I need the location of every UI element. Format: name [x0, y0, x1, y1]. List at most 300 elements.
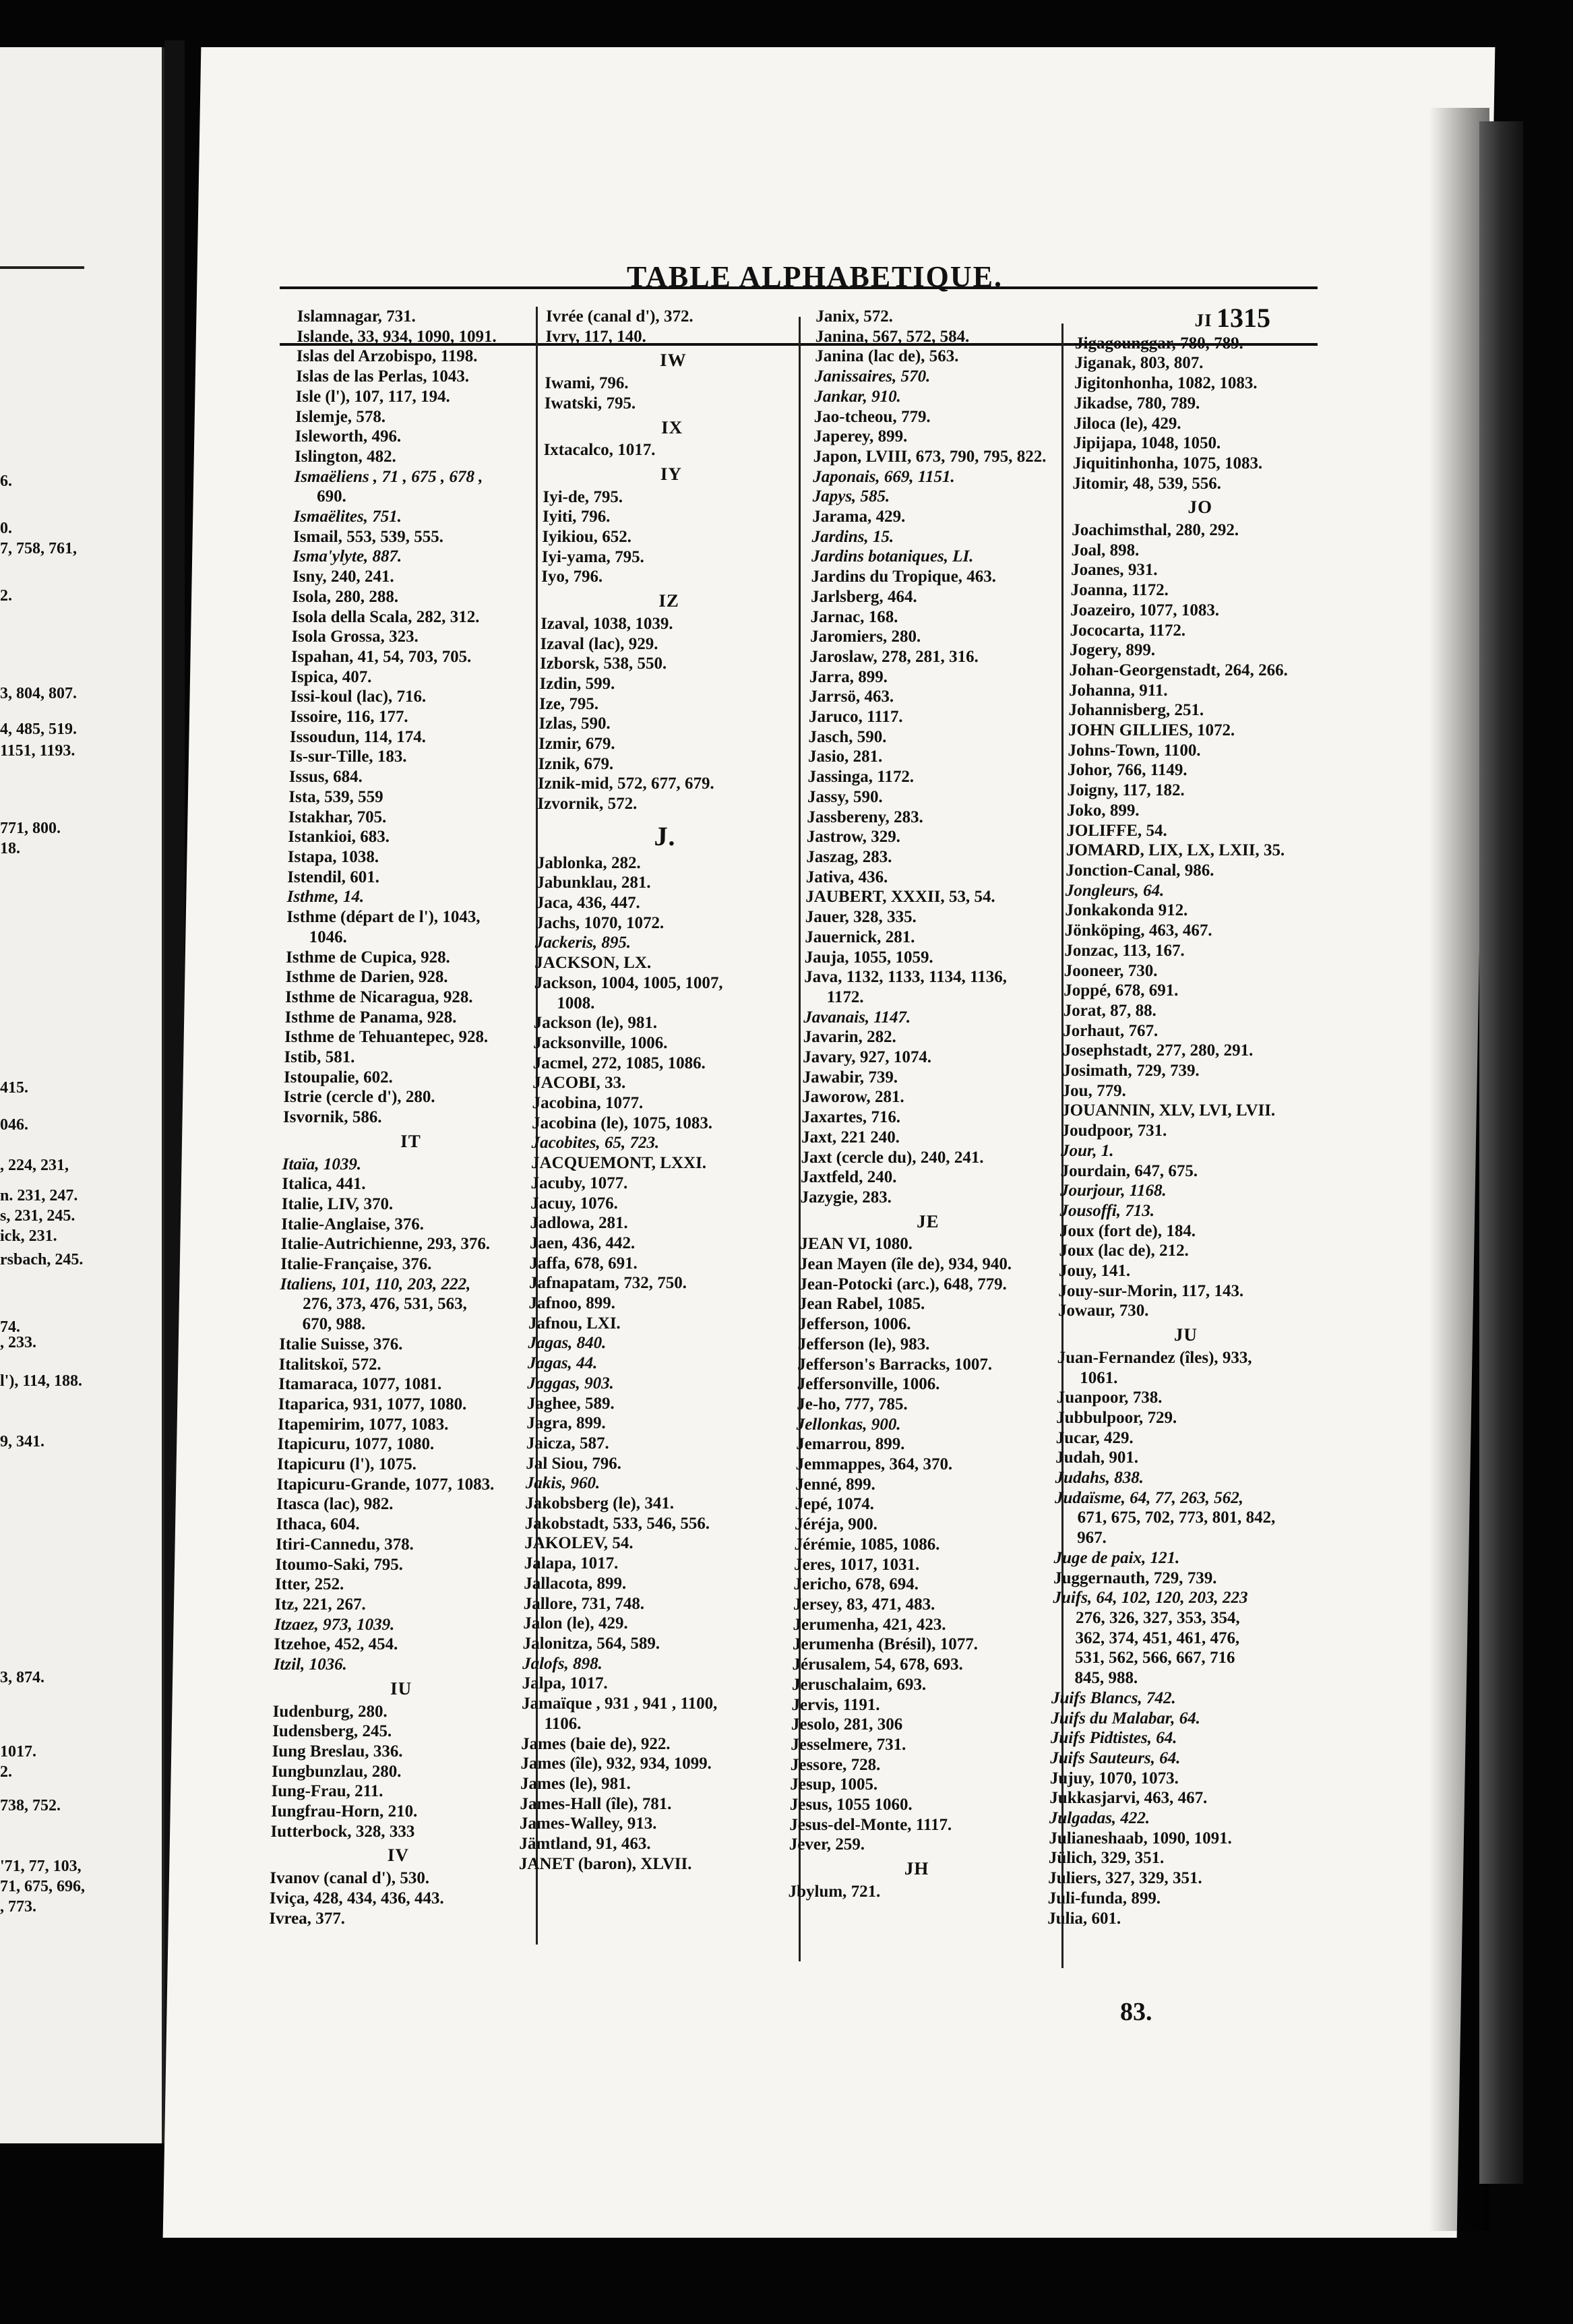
index-entry: Jonzac, 113, 167. [1064, 941, 1185, 960]
index-entry: Jastrow, 329. [806, 828, 901, 847]
index-entry: Istib, 581. [284, 1048, 355, 1067]
index-entry: Jarlsberg, 464. [810, 587, 918, 606]
index-entry: Itapicuru, 1077, 1080. [277, 1435, 435, 1454]
index-entry: Izvornik, 572. [537, 795, 638, 814]
index-entry: Italitskoï, 572. [278, 1355, 381, 1374]
index-entry: Jesus-del-Monte, 1117. [789, 1815, 952, 1834]
section-heading: JH [904, 1858, 929, 1879]
index-entry: Iutterbock, 328, 333 [270, 1822, 415, 1841]
index-entry: Jean-Potocki (arc.), 648, 779. [799, 1275, 1008, 1293]
index-entry: JACQUEMONT, LXXI. [530, 1154, 707, 1173]
index-entry: Islington, 482. [294, 447, 397, 466]
index-entry: Jagra, 899. [526, 1414, 606, 1433]
index-entry: Isthme, 14. [286, 888, 365, 907]
index-entry: Iyiti, 796. [542, 508, 611, 526]
index-entry: Joigny, 117, 182. [1067, 781, 1185, 800]
index-entry: Jbylum, 721. [788, 1882, 881, 1901]
index-entry: Iyikiou, 652. [542, 528, 632, 547]
index-entry: Jalofs, 898. [522, 1654, 603, 1673]
index-entry: Joppé, 678, 691. [1063, 981, 1179, 1000]
section-heading: JO [1188, 497, 1213, 518]
index-entry: Jauer, 328, 335. [805, 908, 917, 927]
index-entry: Jenné, 899. [795, 1475, 876, 1494]
index-entry: James-Walley, 913. [519, 1814, 657, 1833]
index-entry: Isola Grossa, 323. [291, 628, 419, 646]
index-entry: Jacobina, 1077. [532, 1094, 644, 1113]
section-heading: JI [1194, 310, 1212, 330]
index-entry: Jefferson (le), 983. [797, 1335, 930, 1353]
index-entry: Jardins, 15. [811, 527, 894, 546]
index-entry: Jasch, 590. [808, 727, 887, 746]
index-entry: Jassbereny, 283. [807, 807, 924, 826]
index-entry: Jallore, 731, 748. [523, 1594, 645, 1613]
index-entry: Jiquitinhonha, 1075, 1083. [1072, 454, 1263, 472]
index-entry: Jao-tcheou, 779. [813, 407, 931, 426]
index-entry: Jardins du Tropique, 463. [811, 568, 997, 586]
index-entry: Jessore, 728. [790, 1755, 881, 1774]
index-entry: Jarra, 899. [809, 667, 888, 686]
index-entry: Juge de paix, 121. [1053, 1548, 1180, 1567]
index-entry: Jafnapatam, 732, 750. [528, 1274, 687, 1293]
index-entry: Jativa, 436. [805, 867, 888, 886]
index-entry: Johan-Georgenstadt, 264, 266. [1069, 661, 1289, 679]
index-entry-continuation: 967. [1076, 1529, 1107, 1548]
index-entry-continuation: 1008. [557, 993, 595, 1012]
index-entry: Istapa, 1038. [287, 847, 379, 866]
index-entry: Izdin, 599. [539, 674, 615, 693]
index-entry: Jafnou, LXI. [528, 1314, 621, 1333]
index-entry: Josimath, 729, 739. [1061, 1062, 1200, 1080]
index-entry: Itapemirim, 1077, 1083. [277, 1415, 449, 1434]
index-entry: Istoupalie, 602. [283, 1068, 394, 1087]
index-entry: Jorhaut, 767. [1063, 1021, 1159, 1040]
index-entry: Jaggas, 903. [527, 1374, 615, 1393]
index-entry: Iungbunzlau, 280. [271, 1762, 402, 1781]
index-entry: Jaroslaw, 278, 281, 316. [809, 647, 979, 666]
index-entry: Iwatski, 795. [544, 394, 636, 412]
index-entry: Johor, 766, 1149. [1067, 761, 1188, 780]
index-entry: Iungfrau-Horn, 210. [270, 1802, 418, 1821]
index-entry: Johanna, 911. [1068, 681, 1168, 700]
index-entry: Jacobina (le), 1075, 1083. [531, 1113, 713, 1132]
index-entry: Isleworth, 496. [295, 427, 402, 446]
index-entry: Jaghee, 589. [526, 1394, 615, 1413]
index-entry: Joanna, 1172. [1070, 581, 1169, 600]
index-entry-continuation: 1046. [309, 927, 348, 946]
index-entry: Italiens, 101, 110, 203, 222, [280, 1275, 471, 1293]
index-entry: Jaruco, 1117. [808, 708, 903, 727]
index-entry: Jackson, 1004, 1005, 1007, [534, 973, 723, 992]
index-entry: Jeruschalaim, 693. [791, 1675, 927, 1694]
index-entry: Jaxartes, 716. [801, 1108, 901, 1127]
index-entry: Izlas, 590. [538, 714, 611, 733]
index-entry-continuation: 1106. [544, 1714, 582, 1733]
left-page-text: 2. [0, 1763, 12, 1781]
left-page-text: rsbach, 245. [0, 1251, 84, 1268]
index-entry: Joachimsthal, 280, 292. [1071, 521, 1239, 540]
index-entry: Ismaëliens , 71 , 675 , 678 , [294, 467, 483, 486]
index-entry: Isola, 280, 288. [292, 587, 399, 606]
index-entry: Isthme de Panama, 928. [284, 1008, 457, 1027]
left-page-text: 771, 800. [0, 820, 61, 837]
index-column-3 [788, 307, 1072, 1902]
index-entry: Ista, 539, 559 [288, 787, 383, 806]
index-entry: JANET (baron), XLVII. [518, 1854, 692, 1873]
index-entry: Jakobsberg (le), 341. [525, 1494, 675, 1513]
index-entry: Joko, 899. [1066, 801, 1140, 820]
left-page-text: 1017. [0, 1743, 36, 1761]
index-entry: Italie-Autrichienne, 293, 376. [280, 1235, 491, 1254]
index-entry: Judah, 901. [1055, 1448, 1139, 1467]
left-page-text: , 773. [0, 1898, 36, 1916]
index-entry: Je-ho, 777, 785. [796, 1395, 908, 1413]
index-entry: Jazygie, 283. [800, 1188, 892, 1206]
index-entry: Jauernick, 281. [805, 927, 915, 946]
left-page-text: s, 231, 245. [0, 1207, 75, 1225]
index-entry: Jowaur, 730. [1057, 1302, 1149, 1320]
index-entry: Julianeshaab, 1090, 1091. [1049, 1829, 1233, 1847]
index-entry: Jackeris, 895. [534, 934, 631, 952]
index-entry: Itzaez, 973, 1039. [274, 1615, 395, 1634]
index-entry: Jesolo, 281, 306 [791, 1715, 903, 1734]
index-column-1 [269, 307, 553, 1928]
index-entry: Jallacota, 899. [523, 1574, 627, 1593]
index-entry: Jepé, 1074. [795, 1495, 875, 1514]
index-entry: Italie-Anglaise, 376. [281, 1215, 425, 1233]
index-entry: Jorat, 87, 88. [1063, 1001, 1157, 1020]
index-entry: Isthme de Cupica, 928. [285, 948, 451, 967]
index-entry: Jemmappes, 364, 370. [795, 1455, 953, 1474]
index-entry: Itiri-Cannedu, 378. [275, 1535, 414, 1554]
index-entry: Ivanov (canal d'), 530. [270, 1869, 430, 1888]
index-entry: Jarnac, 168. [810, 607, 898, 626]
index-entry: Jou, 779. [1061, 1081, 1127, 1100]
index-entry: Isthme de Tehuantepec, 928. [284, 1028, 489, 1047]
index-entry: Ivrea, 377. [269, 1909, 346, 1928]
index-entry: Jourdain, 647, 675. [1060, 1161, 1198, 1180]
index-entry: Isma'ylyte, 887. [292, 547, 402, 566]
index-entry: Isle (l'), 107, 117, 194. [295, 387, 451, 406]
index-entry: Izaval, 1038, 1039. [540, 614, 673, 633]
index-entry: Ize, 795. [538, 694, 599, 713]
index-entry: Issoire, 116, 177. [290, 708, 408, 727]
index-entry: Jericho, 678, 694. [793, 1575, 919, 1594]
left-page-text: 74. [0, 1318, 20, 1336]
index-entry: Joazeiro, 1077, 1083. [1070, 601, 1220, 619]
index-entry: James (île), 932, 934, 1099. [520, 1754, 712, 1773]
left-page-text: 18. [0, 840, 20, 857]
index-entry: Jaxtfeld, 240. [800, 1168, 897, 1187]
index-entry: Juli-funda, 899. [1047, 1889, 1161, 1907]
index-entry: Jogery, 899. [1069, 641, 1156, 660]
index-entry: Japys, 585. [812, 487, 890, 506]
index-entry-continuation: 1061. [1080, 1368, 1118, 1387]
index-entry: Iung Breslau, 336. [272, 1742, 403, 1761]
index-entry: Jamaïque , 931 , 941 , 1100, [521, 1694, 718, 1713]
index-entry: Jujuy, 1070, 1073. [1049, 1769, 1179, 1787]
index-entry: Jalon (le), 429. [522, 1614, 628, 1633]
index-entry: Jever, 259. [789, 1835, 865, 1854]
index-entry: Isthme de Darien, 928. [285, 968, 448, 987]
left-page-text: 046. [0, 1116, 28, 1134]
index-entry: Jesup, 1005. [790, 1775, 878, 1794]
section-heading: IV [387, 1845, 410, 1866]
left-page-rule [0, 266, 84, 269]
index-entry: Jülich, 329, 351. [1048, 1849, 1165, 1868]
index-entry: James (le), 981. [520, 1774, 631, 1793]
index-entry: Juliers, 327, 329, 351. [1048, 1869, 1203, 1888]
index-entry: Iyi-de, 795. [543, 487, 623, 506]
index-entry: Joanes, 931. [1070, 561, 1158, 580]
index-entry: Juan-Fernandez (îles), 933, [1057, 1348, 1252, 1367]
index-entry: Italica, 441. [282, 1175, 366, 1194]
index-entry: Julgadas, 422. [1049, 1809, 1150, 1828]
left-page-text: l'), 114, 188. [0, 1372, 83, 1390]
index-entry: Jersey, 83, 471, 483. [793, 1595, 935, 1614]
index-entry: Jeffersonville, 1006. [797, 1375, 940, 1394]
section-heading: IX [660, 417, 683, 437]
index-entry: Juggernauth, 729, 739. [1053, 1568, 1217, 1587]
index-entry: Jackson (le), 981. [533, 1014, 658, 1033]
index-entry: Ixtacalco, 1017. [543, 441, 656, 460]
index-entry: Juifs Blancs, 742. [1051, 1688, 1176, 1707]
left-page-text: ick, 231. [0, 1227, 57, 1245]
index-entry: Joux (lac de), 212. [1059, 1242, 1190, 1260]
index-entry: Issi-koul (lac), 716. [290, 687, 427, 706]
left-page-text: 0. [0, 520, 12, 537]
index-entry: Janix, 572. [815, 307, 894, 326]
index-entry-continuation: 845, 988. [1074, 1669, 1138, 1688]
index-entry: Itaïa, 1039. [282, 1155, 362, 1173]
index-entry: Ismail, 553, 539, 555. [292, 527, 444, 546]
index-entry: Jagas, 44. [527, 1354, 598, 1373]
index-entry: Jal Siou, 796. [526, 1454, 622, 1473]
index-entry: Jalapa, 1017. [524, 1554, 619, 1573]
index-entry: Jaicza, 587. [526, 1434, 609, 1452]
index-entry: Is-sur-Tille, 183. [289, 747, 407, 766]
index-entry: Jourjour, 1168. [1059, 1182, 1167, 1200]
index-entry: Izborsk, 538, 550. [539, 654, 667, 673]
index-entry: JOHN GILLIES, 1072. [1068, 721, 1235, 740]
section-heading: IT [400, 1130, 421, 1151]
index-entry: Jonction-Canal, 986. [1066, 861, 1214, 880]
page-title: TABLE ALPHABETIQUE. [627, 260, 1003, 293]
index-entry: Japerey, 899. [813, 427, 908, 446]
left-page-text: 2. [0, 587, 12, 605]
index-entry: Itaparica, 931, 1077, 1080. [278, 1395, 467, 1413]
left-page-text: 4, 485, 519. [0, 721, 77, 738]
index-entry: Japon, LVIII, 673, 790, 795, 822. [813, 447, 1047, 466]
index-entry: Jauja, 1055, 1059. [804, 948, 934, 967]
index-entry: Jefferson, 1006. [798, 1315, 911, 1334]
index-entry: Javary, 927, 1074. [802, 1048, 932, 1067]
index-entry: Jooneer, 730. [1063, 961, 1158, 980]
index-entry: Jukkasjarvi, 463, 467. [1049, 1789, 1208, 1808]
index-entry: Iyo, 796. [541, 568, 603, 586]
left-page-text: 3, 804, 807. [0, 685, 77, 702]
index-entry: Jaszag, 283. [806, 847, 892, 866]
index-entry: Jucar, 429. [1055, 1428, 1134, 1447]
index-entry: Iung-Frau, 211. [271, 1782, 383, 1801]
section-heading: IZ [658, 590, 680, 611]
index-entry: Juanpoor, 738. [1056, 1388, 1163, 1407]
index-entry: Ispahan, 41, 54, 703, 705. [290, 647, 472, 666]
index-entry: Itasca (lac), 982. [276, 1495, 394, 1514]
index-entry: Izmir, 679. [538, 735, 615, 754]
index-entry: Jaca, 436, 447. [535, 893, 640, 912]
index-entry: Jalpa, 1017. [522, 1674, 608, 1693]
index-entry: Jankar, 910. [814, 387, 902, 406]
index-entry: Iwami, 796. [545, 374, 629, 393]
index-entry: Juifs, 64, 102, 120, 203, 223 [1053, 1589, 1248, 1608]
index-entry: Ispica, 407. [290, 667, 372, 686]
index-entry: Izaval (lac), 929. [540, 634, 658, 653]
index-entry: Islande, 33, 934, 1090, 1091. [296, 327, 497, 346]
index-entry: Joux (fort de), 184. [1059, 1221, 1196, 1240]
index-column-2 [519, 307, 803, 1874]
page-number: 1315 [1216, 303, 1270, 333]
index-entry: Isola della Scala, 282, 312. [291, 607, 480, 626]
index-entry: Javanais, 1147. [803, 1008, 911, 1027]
section-heading: IW [659, 350, 687, 371]
index-entry: Jérusalem, 54, 678, 693. [792, 1655, 964, 1674]
book-edge [1479, 121, 1523, 2184]
section-heading: JE [916, 1211, 939, 1231]
index-entry: Jagas, 840. [528, 1334, 607, 1353]
index-entry: Juifs Sauteurs, 64. [1050, 1748, 1181, 1767]
index-entry: Japonais, 669, 1151. [813, 467, 955, 486]
index-entry-continuation: 690. [316, 487, 347, 506]
index-entry: JAUBERT, XXXII, 53, 54. [805, 888, 995, 907]
index-entry: Janina, 567, 572, 584. [815, 327, 970, 346]
index-entry: JAKOLEV, 54. [524, 1534, 634, 1553]
index-entry: Iznik-mid, 572, 677, 679. [537, 774, 715, 793]
index-entry-continuation: 671, 675, 702, 773, 801, 842, [1077, 1508, 1276, 1527]
index-entry: Isthme de Nicaragua, 928. [284, 987, 473, 1006]
index-entry: Jigitonhonha, 1082, 1083. [1074, 374, 1258, 393]
index-entry: Johns-Town, 1100. [1068, 741, 1201, 760]
index-entry: Jesus, 1055 1060. [789, 1796, 913, 1814]
index-entry: Islas de las Perlas, 1043. [295, 367, 470, 386]
index-entry: Jesselmere, 731. [791, 1735, 906, 1754]
index-entry: Jardins botaniques, LI. [811, 547, 974, 566]
index-entry: Ivrée (canal d'), 372. [545, 307, 693, 326]
index-entry: Jakis, 960. [525, 1474, 600, 1493]
index-entry: Jadlowa, 281. [530, 1214, 628, 1233]
index-entry: Iudenburg, 280. [272, 1702, 388, 1721]
index-entry: Jikadse, 780, 789. [1074, 394, 1200, 412]
index-entry: Jaromiers, 280. [809, 628, 921, 646]
index-entry: Jafnoo, 899. [528, 1294, 616, 1313]
index-entry: Itoumo-Saki, 795. [275, 1555, 404, 1574]
index-entry: Jakobstadt, 533, 546, 556. [524, 1514, 710, 1533]
index-entry: Joudpoor, 731. [1061, 1122, 1167, 1140]
index-entry: Jean Mayen (île de), 934, 940. [799, 1255, 1012, 1274]
signature-mark: 83. [1120, 1998, 1152, 2026]
index-entry: Jarrsö, 463. [809, 687, 894, 706]
index-entry: Islemje, 578. [295, 407, 386, 426]
index-entry: Jaen, 436, 442. [529, 1233, 636, 1252]
index-entry: Jeres, 1017, 1031. [793, 1555, 920, 1574]
index-entry: Italie, LIV, 370. [281, 1194, 394, 1213]
index-entry: Islas del Arzobispo, 1198. [296, 347, 478, 366]
index-entry: JOMARD, LIX, LX, LXII, 35. [1066, 841, 1285, 860]
index-entry: Islamnagar, 731. [297, 307, 417, 326]
index-entry: Jönköping, 463, 467. [1064, 921, 1212, 940]
index-entry-continuation: 362, 374, 451, 461, 476, [1075, 1628, 1240, 1647]
index-entry: Judahs, 838. [1055, 1469, 1144, 1488]
index-entry: Itzil, 1036. [273, 1655, 348, 1674]
index-entry: Jervis, 1191. [791, 1695, 880, 1714]
index-entry: Jaxt, 221 240. [801, 1128, 900, 1146]
index-entry: Jéréja, 900. [794, 1515, 878, 1534]
index-entry: Jabunklau, 281. [536, 874, 651, 892]
index-entry-continuation: 531, 562, 566, 667, 716 [1074, 1649, 1235, 1668]
index-entry: Jean Rabel, 1085. [798, 1295, 925, 1314]
index-entry: Ithaca, 604. [276, 1515, 361, 1534]
index-entry: Itzehoe, 452, 454. [274, 1635, 398, 1654]
index-entry: Jiganak, 803, 807. [1074, 354, 1204, 373]
index-entry: Jarama, 429. [811, 508, 906, 526]
index-entry: Jour, 1. [1060, 1141, 1114, 1160]
left-page-text: , 233. [0, 1334, 36, 1351]
index-entry: Jococarta, 1172. [1070, 621, 1186, 640]
index-entry: Jaxt (cercle du), 240, 241. [801, 1148, 984, 1167]
index-entry: Ismaëlites, 751. [293, 508, 402, 526]
left-page-text: 1151, 1193. [0, 742, 75, 760]
left-page-text: 415. [0, 1079, 28, 1097]
section-heading: IU [390, 1678, 412, 1699]
index-entry: Jacmel, 272, 1085, 1086. [532, 1053, 706, 1072]
index-entry: Jalonitza, 564, 589. [522, 1634, 660, 1653]
section-heading: JU [1173, 1324, 1198, 1345]
index-entry: JOLIFFE, 54. [1066, 821, 1168, 840]
left-page-text: 9, 341. [0, 1433, 44, 1450]
index-entry: Istakhar, 705. [288, 807, 387, 826]
index-entry: Itapicuru-Grande, 1077, 1083. [276, 1475, 495, 1494]
left-page-text: '71, 77, 103, [0, 1858, 82, 1875]
index-entry: Jellonkas, 900. [796, 1415, 901, 1434]
index-entry: Jérémie, 1085, 1086. [794, 1535, 940, 1554]
index-entry: Jonkakonda 912. [1065, 901, 1188, 920]
index-entry: Java, 1132, 1133, 1134, 1136, [804, 968, 1008, 987]
index-entry: Itamaraca, 1077, 1081. [278, 1375, 442, 1394]
index-entry: Iznik, 679. [538, 754, 614, 773]
index-entry: Jipijapa, 1048, 1050. [1073, 434, 1221, 453]
index-entry: Istankioi, 683. [288, 828, 390, 847]
left-page-fragment [0, 47, 164, 2143]
index-entry: JACOBI, 33. [532, 1074, 626, 1093]
index-entry: Janina (lac de), 563. [815, 347, 959, 366]
index-entry: Isny, 240, 241. [292, 568, 394, 586]
index-entry: Julia, 601. [1047, 1909, 1121, 1928]
index-entry: Jassinga, 1172. [807, 768, 915, 787]
index-entry: JEAN VI, 1080. [799, 1235, 913, 1254]
index-entry: Iyi-yama, 795. [541, 547, 645, 566]
index-entry: JACKSON, LX. [534, 954, 652, 973]
index-entry: Javarin, 282. [803, 1028, 897, 1047]
index-entry: Ivry, 117, 140. [545, 327, 647, 346]
index-entry: Iviça, 428, 434, 436, 443. [269, 1889, 445, 1907]
index-entry: Isvornik, 586. [282, 1108, 382, 1127]
index-entry: Jacobites, 65, 723. [531, 1134, 660, 1153]
index-entry: Jaffa, 678, 691. [529, 1254, 638, 1273]
left-page-text: n. 231, 247. [0, 1187, 78, 1204]
index-entry: Jongleurs, 64. [1065, 881, 1165, 900]
index-entry: James (baie de), 922. [520, 1734, 671, 1753]
index-entry: Isthme (départ de l'), 1043, [286, 908, 481, 927]
index-entry: Jerumenha (Brésil), 1077. [792, 1635, 979, 1654]
